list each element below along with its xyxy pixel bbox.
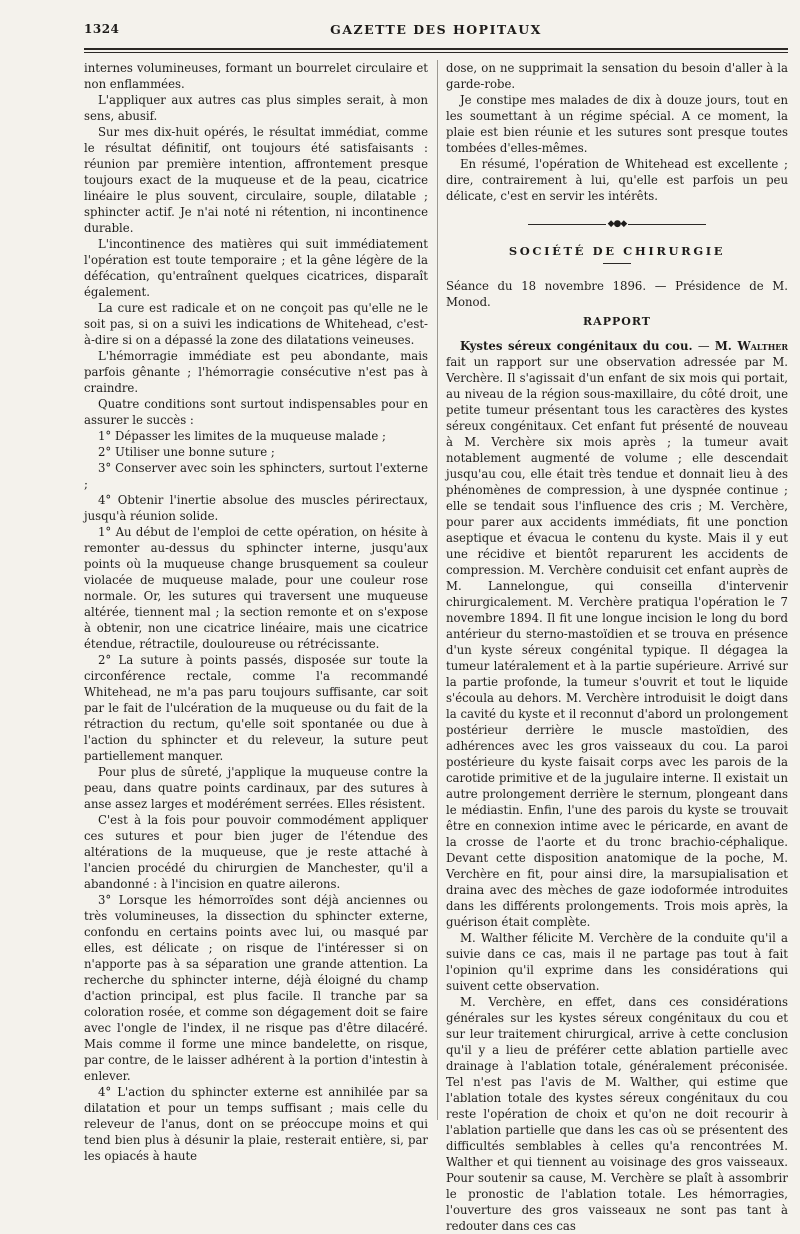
paragraph: L'incontinence des matières qui suit immédiatement l'opération est toute temporaire ; et la gêne légère de la défécation, qu'entraînent quelques cicatrices, disparaît également. xyxy=(84,237,428,299)
session-line: Séance du 18 novembre 1896. — Présidence de M. Monod. xyxy=(446,278,788,309)
section-short-rule xyxy=(603,263,631,264)
paragraph: 3° Lorsque les hémorroïdes sont déjà anciennes ou très volumineuses, la dissection du sphincter externe, confondu en certains points avec lui, ou masqué par elles, est délicate ; on risque de l'intéresser si on n'apporte pas à sa séparation une grande attention. La recherche du sphincter interne, déjà éloigné du champ d'action principal, est plus facile. Il tranche par sa coloration rosée, et comme son dégagement doit se faire avec l'ongle de l'index, il ne risque pas d'être dilacéré. Mais comme il forme une mince bandelette, on risque, par contre, de le laisser adhérent à la portion d'intestin à enlever. xyxy=(84,893,428,1083)
list-item: 3° Conserver avec soin les sphincters, surtout l'externe ; xyxy=(84,461,428,491)
column-divider xyxy=(437,60,438,1120)
page-number: 1324 xyxy=(84,22,120,36)
paragraph: M. Walther félicite M. Verchère de la conduite qu'il a suivie dans ce cas, mais il ne partage pas tout à fait l'opinion qu'il exprime dans les considérations qui suivent cette observation. xyxy=(446,930,788,993)
list-item: 1° Dépasser les limites de la muqueuse malade ; xyxy=(98,429,386,443)
paragraph-text: fait un rapport sur une observation adressée par M. Verchère. Il s'agissait d'un enfant de six mois qui portait, au niveau de la région sous-maxillaire, du côté droit, une petite tumeur présentant tous les caractères des kystes séreux congénitaux. Cet enfant fut présenté de nouveau à M. Verchère six mois après ; la tumeur avait notablement augmenté de volume ; elle descendait jusqu'au cou, elle était très tendue et donnait lieu à des phénomènes de compression, à une dyspnée continue ; elle se tendait sous l'influence des cris ; M. Verchère, pour parer aux accidents immédiats, fit une ponction aseptique et évacua le contenu du kyste. Mais il y eut une récidive et bientôt reparurent les accidents de compression. M. Verchère conduisit cet enfant auprès de M. Lannelongue, qui conseilla d'intervenir chirurgicalement. M. Verchère pratiqua l'opération le 7 novembre 1894. Il fit une longue incision le long du bord antérieur du sterno-mastoïdien et se trouva en présence d'un kyste séreux congénital typique. Il dégagea la tumeur latéralement et à la partie supérieure. Arrivé sur la partie profonde, la tumeur s'ouvrit et tout le liquide s'écoula au dehors. M. Verchère introduisit le doigt dans la cavité du kyste et il reconnut d'abord un prolongement postérieur derrière le muscle mastoïdien, des adhérences avec les gros vaisseaux du cou. La paroi postérieure du kyste faisait corps avec les parois de la carotide primitive et de la jugulaire interne. Il existait un autre prolongement derrière le sternum, plongeant dans le médiastin. Enfin, l'une des parois du kyste se trouvait être en connexion intime avec le péricarde, en avant de la crosse de l'aorte et du tronc brachio-céphalique. Devant cette disposition anatomique de la poche, M. Verchère en fit, pour ainsi dire, la marsupialisation et draina avec des mèches de gaze iodoformée introduites dans les différents prolongements. Trois mois après, la guérison était complète. xyxy=(446,354,788,929)
paragraph: internes volumineuses, formant un bourrelet circulaire et non enflammées. xyxy=(84,61,428,91)
paragraph: Quatre conditions sont surtout indispensables pour en assurer le succès : xyxy=(84,397,428,427)
rapport-heading: RAPPORT xyxy=(583,314,651,328)
paragraph: C'est à la fois pour pouvoir commodément appliquer ces sutures et pour bien juger de l'étendue des altérations de la muqueuse, que je reste attaché à l'ancien procédé du chirurgien de Manchester, qu'il a abandonné : à l'incision en quatre ailerons. xyxy=(84,813,428,891)
right-column xyxy=(446,60,788,1234)
paragraph: Je constipe mes malades de dix à douze jours, tout en les soumettant à un régime spécial. A ce moment, la plaie est bien réunie et les sutures sont presque toutes tombées d'elles-mêmes. xyxy=(446,93,788,155)
paragraph: dose, on ne supprimait la sensation du besoin d'aller à la garde-robe. xyxy=(446,61,788,91)
paragraph: 1° Au début de l'emploi de cette opération, on hésite à remonter au-dessus du sphincter interne, jusqu'aux points où la muqueuse change brusquement sa couleur violacée de muqueuse malade, pour une couleur rose normale. Or, les sutures qui traversent une muqueuse altérée, tiennent mal ; la section remonte et on s'expose à obtenir, non une cicatrice linéaire, mais une cicatrice étendue, rétractile, douloureuse ou rétrécissante. xyxy=(84,525,428,651)
paragraph: L'appliquer aux autres cas plus simples serait, à mon sens, abusif. xyxy=(84,93,428,123)
article-title: Kystes séreux congénitaux du cou. xyxy=(460,338,693,353)
paragraph: Sur mes dix-huit opérés, le résultat immédiat, comme le résultat définitif, ont toujours été satisfaisants : réunion par première intention, affrontement presque toujours exact de la muqueuse et de la peau, cicatrice linéaire le plus souvent, circulaire, souple, dilatable ; sphincter actif. Je n'ai noté ni rétention, ni incontinence durable. xyxy=(84,125,428,235)
page-header xyxy=(84,22,788,44)
list-item: 4° Obtenir l'inertie absolue des muscles périrectaux, jusqu'à réunion solide. xyxy=(84,493,428,523)
author-name: M. Walther xyxy=(714,338,789,353)
section-title: SOCIÉTÉ DE CHIRURGIE xyxy=(508,243,726,258)
paragraph: 4° L'action du sphincter externe est annihilée par sa dilatation et pour un temps suffisant ; mais celle du releveur de l'anus, dont on se préoccupe moins et qui tend bien plus à désunir la plaie, resterait entière, si, par les opiacés à haute xyxy=(84,1085,428,1163)
paragraph: En résumé, l'opération de Whitehead est excellente ; dire, contrairement à lui, qu'elle est parfois un peu délicate, c'est en servir les intérêts. xyxy=(446,157,788,203)
paragraph: 2° La suture à points passés, disposée sur toute la circonférence rectale, comme l'a recommandé Whitehead, ne m'a pas paru toujours suffisante, car soit par le fait de l'ulcération de la muqueuse ou du fait de la rétraction du rectum, qu'elle soit spontanée ou due à l'action du sphincter et du releveur, la suture peut partiellement manquer. xyxy=(84,653,428,763)
section-ornament: ◆●◆ xyxy=(446,216,788,233)
paragraph: L'hémorragie immédiate est peu abondante, mais parfois gênante ; l'hémorragie consécutive n'est pas à craindre. xyxy=(84,349,428,395)
paragraph: Pour plus de sûreté, j'applique la muqueuse contre la peau, dans quatre points cardinaux, par des sutures à anse assez larges et modérément serrées. Elles résistent. xyxy=(84,765,428,811)
header-rule-thick xyxy=(84,48,788,50)
paragraph: M. Verchère, en effet, dans ces considérations générales sur les kystes séreux congénitaux du cou et sur leur traitement chirurgical, arrive à cette conclusion qu'il y a lieu de préférer cette ablation partielle avec drainage à l'ablation totale, généralement préconisée. Tel n'est pas l'avis de M. Walther, qui estime que l'ablation totale des kystes séreux congénitaux du cou reste l'opération de choix et qu'on ne doit recourir à l'ablation partielle que dans les cas où se présentent des difficultés semblables à celles qu'a rencontrées M. Walther et qui tiennent au voisinage des gros vaisseaux. Pour soutenir sa cause, M. Verchère se plaît à assombrir le pronostic de l'ablation totale. Les hémorragies, l'ouverture des gros vaisseaux ne sont pas tant à redouter dans ces cas xyxy=(446,994,788,1233)
title-dash: — xyxy=(692,338,715,353)
list-item: 2° Utiliser une bonne suture ; xyxy=(98,445,275,459)
left-column xyxy=(84,60,428,1164)
header-rule-thin xyxy=(84,52,788,53)
paragraph xyxy=(446,338,788,930)
running-title: GAZETTE DES HOPITAUX xyxy=(330,22,542,37)
paragraph: La cure est radicale et on ne conçoit pas qu'elle ne le soit pas, si on a suivi les indications de Whitehead, c'est-à-dire si on a dépassé la zone des dilatations veineuses. xyxy=(84,301,428,347)
